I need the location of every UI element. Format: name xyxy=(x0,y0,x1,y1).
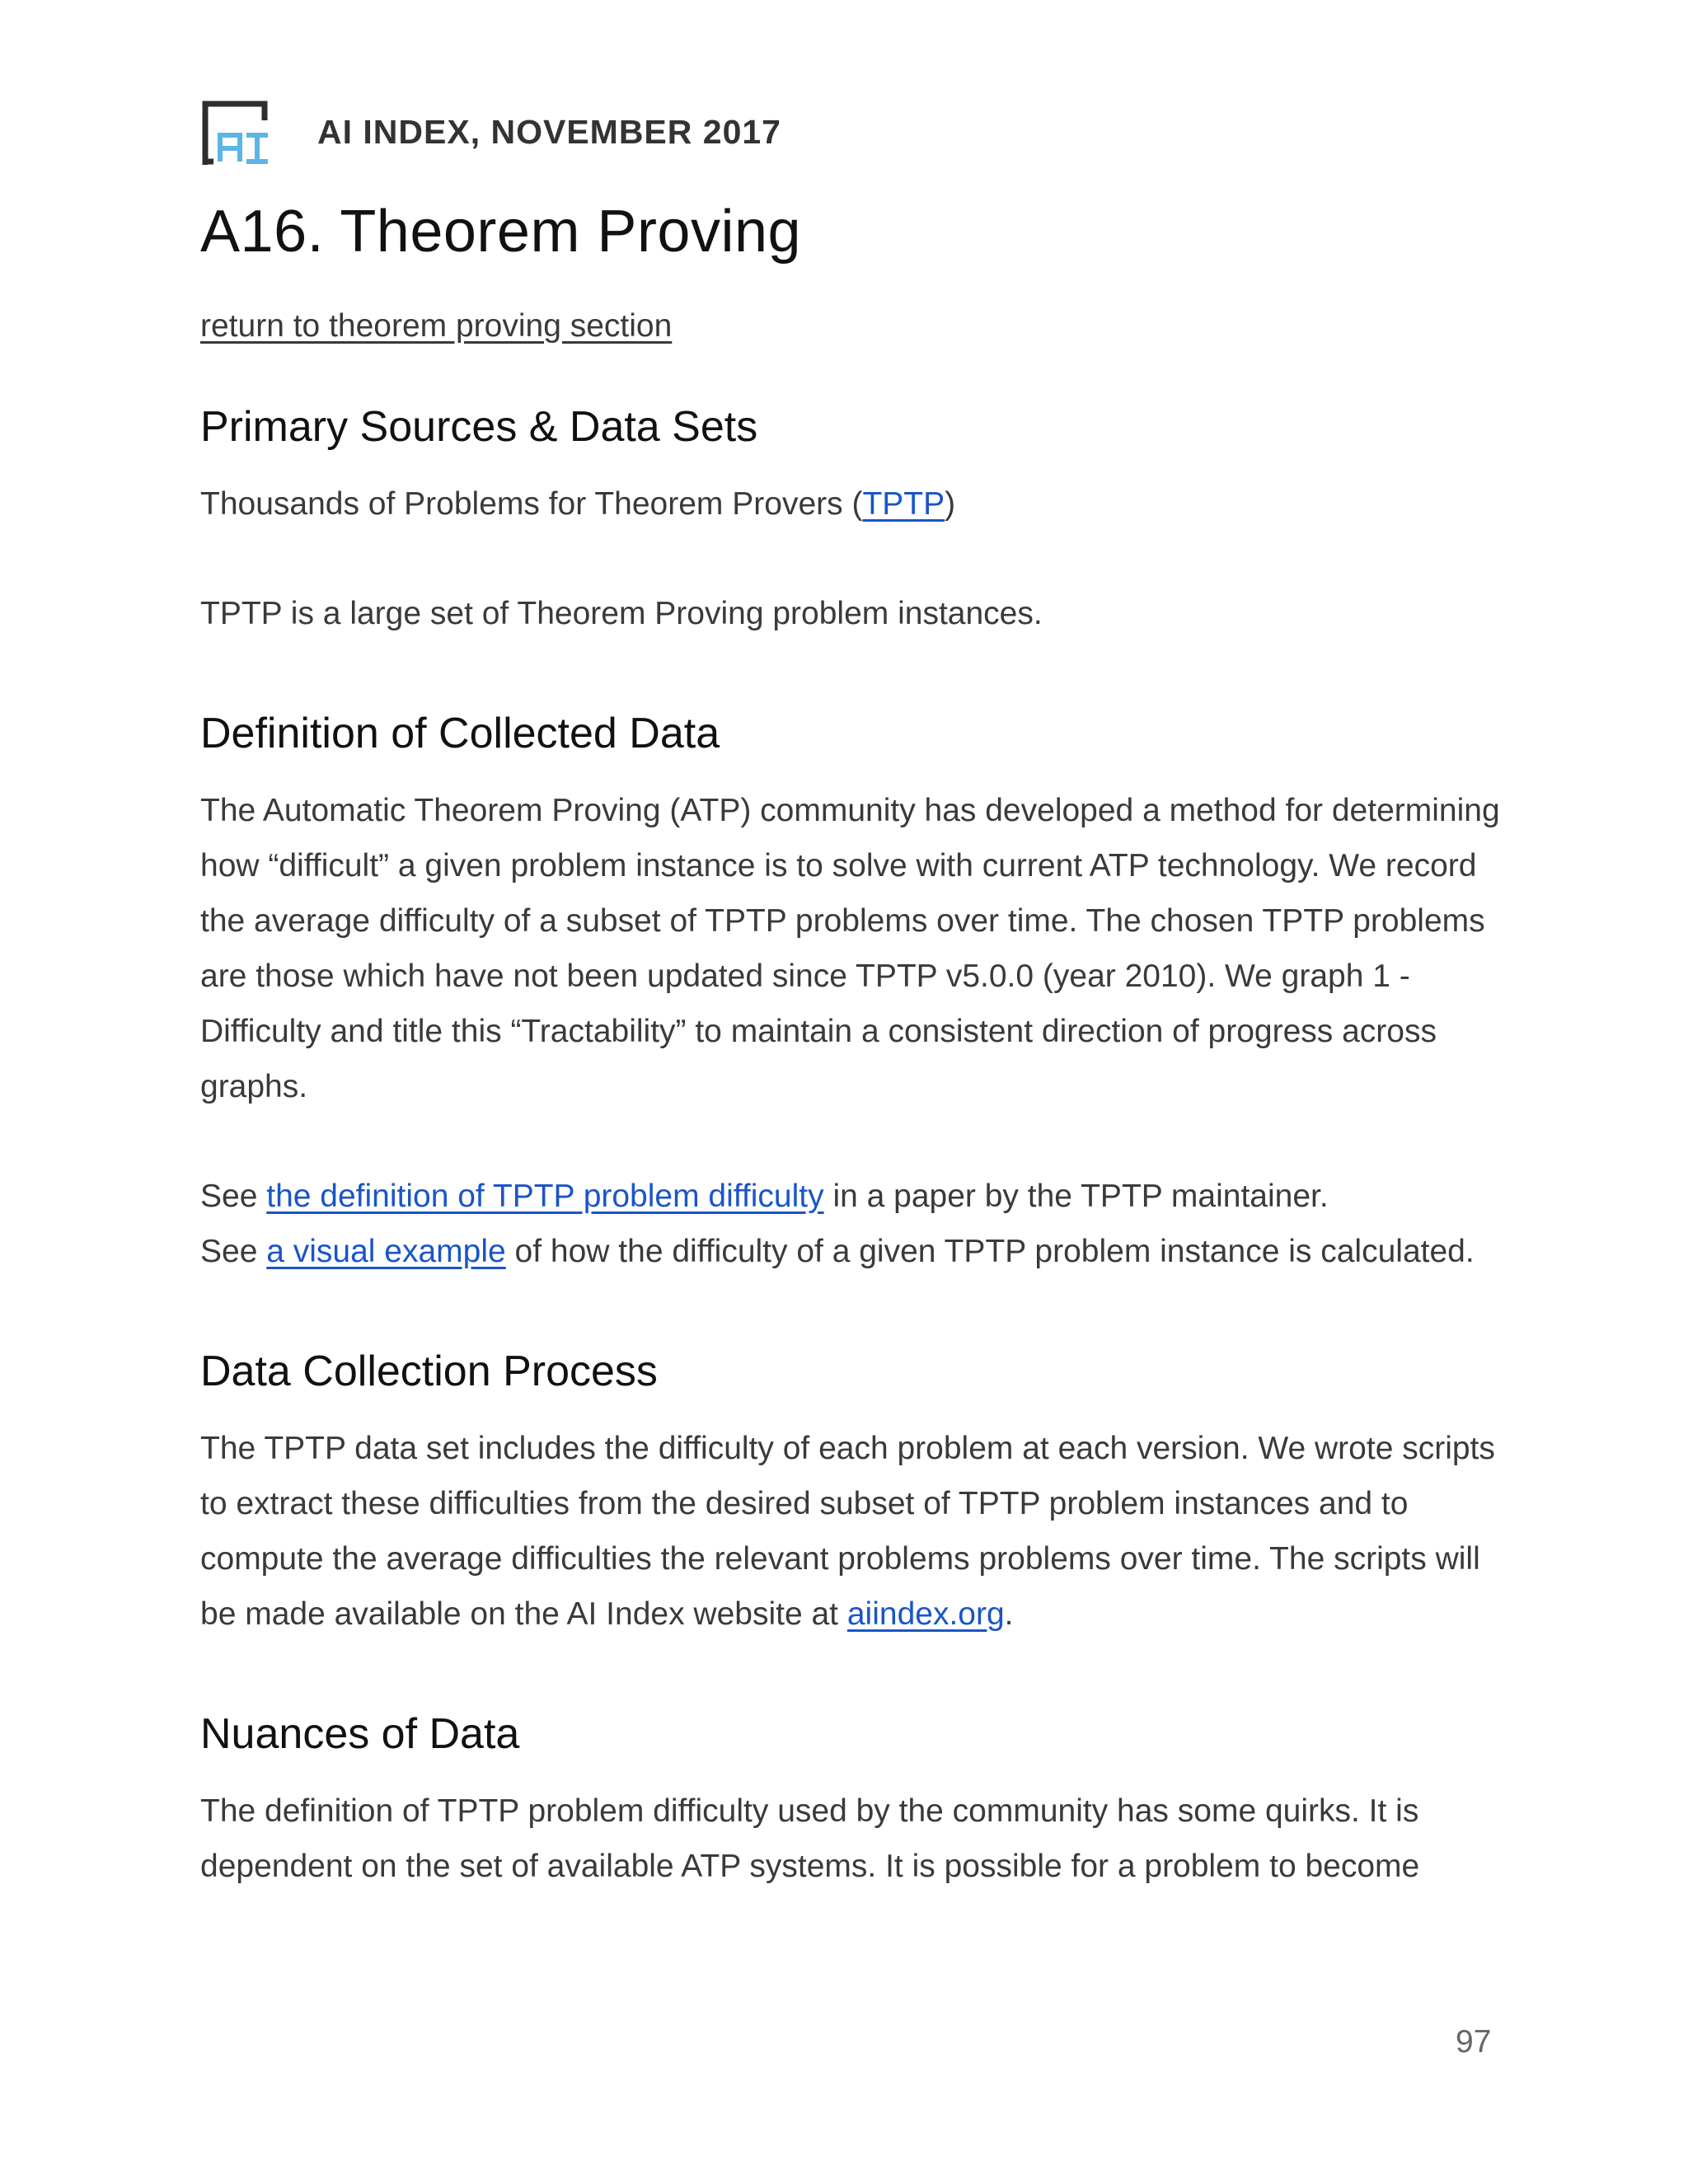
visual-example-link[interactable]: a visual example xyxy=(266,1234,506,1269)
heading-definition: Definition of Collected Data xyxy=(200,710,720,757)
return-to-section-link[interactable]: return to theorem proving section xyxy=(200,308,673,344)
aiindex-link[interactable]: aiindex.org xyxy=(846,1596,1005,1632)
page-content xyxy=(200,99,1503,1894)
tptp-source-line xyxy=(200,476,1503,532)
nuances-paragraph: The definition of TPTP problem difficulty used by the community has some quirks. It is dependent on the set of available ATP systems. It is possible for a problem to become xyxy=(200,1793,1420,1884)
heading-data-collection: Data Collection Process xyxy=(200,1347,658,1395)
page-title: A16. Theorem Proving xyxy=(200,199,802,265)
text-span: of how the difficulty of a given TPTP problem instance is calculated. xyxy=(505,1234,1475,1269)
definition-see-line-1 xyxy=(200,1169,1503,1279)
ai-index-logo xyxy=(200,99,271,165)
page-header xyxy=(200,99,1503,165)
text-span: See xyxy=(200,1234,267,1269)
definition-paragraph: The Automatic Theorem Proving (ATP) community has developed a method for determining how “difficult” a given problem instance is to solve with current ATP technology. We record the average difficulty of a subset of TPTP problems over time. The chosen TPTP problems are those which have not been updated since TPTP v5.0.0 (year 2010). We graph 1 - Difficulty and title this “Tractability” to maintain a consistent direction of progress across graphs. xyxy=(200,793,1500,1104)
text-span: ) xyxy=(945,486,956,522)
tptp-description: TPTP is a large set of Theorem Proving problem instances. xyxy=(200,596,1043,631)
difficulty-definition-link[interactable]: the definition of TPTP problem difficulty xyxy=(266,1179,824,1214)
text-span: in a paper by the TPTP maintainer. xyxy=(823,1179,1329,1214)
heading-nuances: Nuances of Data xyxy=(200,1710,520,1758)
brand-title: AI INDEX, NOVEMBER 2017 xyxy=(317,112,781,151)
text-span: The TPTP data set includes the difficulty of each problem at each version. We wrote scripts to extract these difficulties from the desired subset of TPTP problem instances and to compute the average difficulties the relevant problems problems over time. The scripts will be made available on the AI Index website at xyxy=(200,1431,1495,1632)
text-span: . xyxy=(1004,1596,1014,1632)
ai-logo-icon xyxy=(200,99,271,165)
text-span: See xyxy=(200,1179,267,1214)
text-span: Thousands of Problems for Theorem Provers ( xyxy=(200,486,863,522)
page-number: 97 xyxy=(1456,2024,1492,2060)
tptp-link[interactable]: TPTP xyxy=(862,486,945,522)
heading-primary-sources: Primary Sources & Data Sets xyxy=(200,403,758,451)
collection-paragraph xyxy=(200,1421,1503,1642)
